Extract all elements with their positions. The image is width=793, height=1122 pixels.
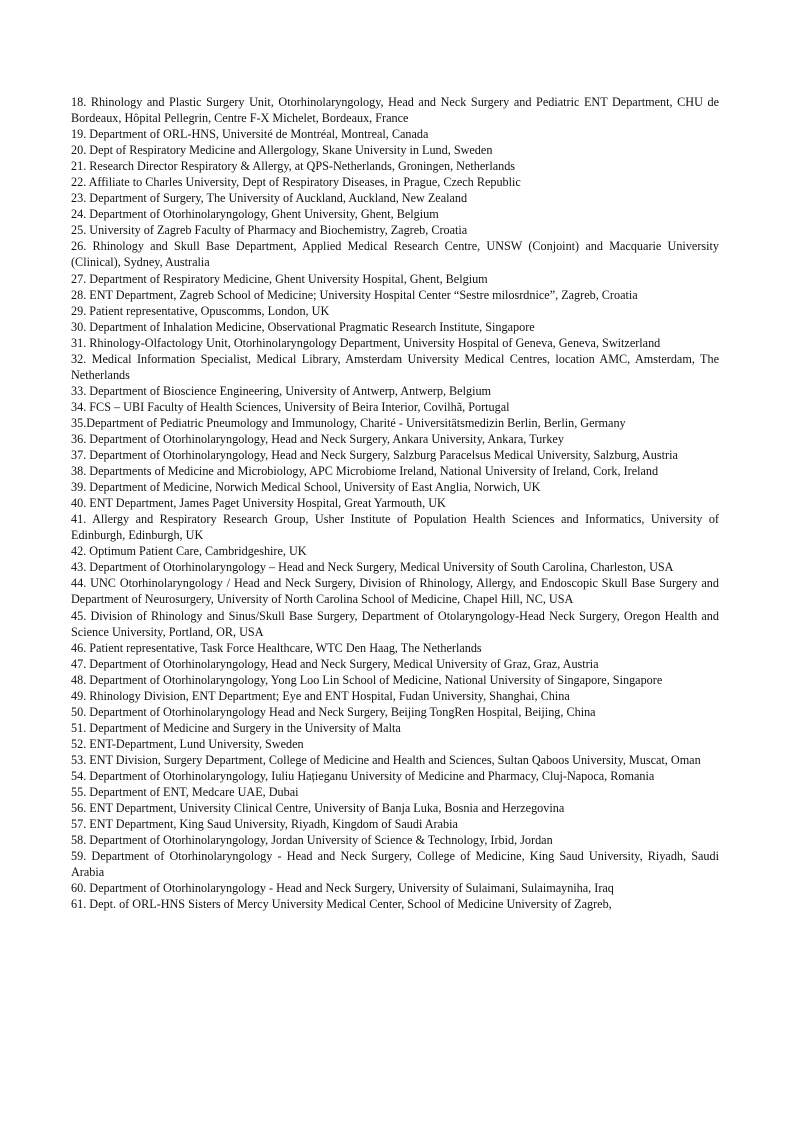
affiliation-26: 26. Rhinology and Skull Base Department, Applied Medical Research Centre, UNSW (Conjoint) and Macquarie University (Clinical), Sydney, Australia: [71, 239, 719, 270]
affiliation-30: 30. Department of Inhalation Medicine, Observational Pragmatic Research Institute, Singapore: [71, 319, 535, 334]
affiliation-18: 18. Rhinology and Plastic Surgery Unit, Otorhinolaryngology, Head and Neck Surgery and Pediatric ENT Department, CHU de Bordeaux, Hôpital Pellegrin, Centre F-X Michelet, Bordeaux, France: [71, 95, 719, 126]
affiliation-27: 27. Department of Respiratory Medicine, Ghent University Hospital, Ghent, Belgium: [71, 271, 488, 286]
affiliation-45: 45. Division of Rhinology and Sinus/Skull Base Surgery, Department of Otolaryngology-Head Neck Surgery, Oregon Health and Science University, Portland, OR, USA: [71, 608, 719, 639]
affiliation-31: 31. Rhinology-Olfactology Unit, Otorhinolaryngology Department, University Hospital of Geneva, Geneva, Switzerland: [71, 335, 661, 350]
affiliation-29: 29. Patient representative, Opuscomms, London, UK: [71, 303, 330, 318]
affiliation-44: 44. UNC Otorhinolaryngology / Head and Neck Surgery, Division of Rhinology, Allergy, and Endoscopic Skull Base Surgery and Department of Neurosurgery, University of North Carolina School of Medicine, Chapel Hill, NC, USA: [71, 576, 719, 607]
affiliation-21: 21. Research Director Respiratory & Allergy, at QPS-Netherlands, Groningen, Netherlands: [71, 159, 516, 174]
affiliation-58: 58. Department of Otorhinolaryngology, Jordan University of Science & Technology, Irbid, Jordan: [71, 833, 553, 848]
affiliation-56: 56. ENT Department, University Clinical Centre, University of Banja Luka, Bosnia and Herzegovina: [71, 801, 565, 816]
affiliation-55: 55. Department of ENT, Medcare UAE, Dubai: [71, 785, 299, 800]
affiliation-54: 54. Department of Otorhinolaryngology, Iuliu Hațieganu University of Medicine and Pharmacy, Cluj-Napoca, Romania: [71, 768, 655, 783]
affiliation-24: 24. Department of Otorhinolaryngology, Ghent University, Ghent, Belgium: [71, 207, 439, 222]
affiliation-49: 49. Rhinology Division, ENT Department; Eye and ENT Hospital, Fudan University, Shanghai, China: [71, 688, 570, 703]
affiliation-41: 41. Allergy and Respiratory Research Group, Usher Institute of Population Health Sciences and Informatics, University of Edinburgh, Edinburgh, UK: [71, 512, 719, 543]
affiliation-53: 53. ENT Division, Surgery Department, College of Medicine and Health and Sciences, Sultan Qaboos University, Muscat, Oman: [71, 752, 701, 767]
affiliation-28: 28. ENT Department, Zagreb School of Medicine; University Hospital Center “Sestre milosrdnice”, Zagreb, Croatia: [71, 287, 638, 302]
affiliation-60: 60. Department of Otorhinolaryngology - Head and Neck Surgery, University of Sulaimani, Sulaimayniha, Iraq: [71, 881, 614, 896]
affiliation-48: 48. Department of Otorhinolaryngology, Yong Loo Lin School of Medicine, National University of Singapore, Singapore: [71, 672, 663, 687]
affiliation-39: 39. Department of Medicine, Norwich Medical School, University of East Anglia, Norwich, UK: [71, 480, 541, 495]
affiliation-38: 38. Departments of Medicine and Microbiology, APC Microbiome Ireland, National University of Ireland, Cork, Ireland: [71, 464, 659, 479]
affiliation-22: 22. Affiliate to Charles University, Dept of Respiratory Diseases, in Prague, Czech Republic: [71, 175, 521, 190]
affiliation-50: 50. Department of Otorhinolaryngology Head and Neck Surgery, Beijing TongRen Hospital, Beijing, China: [71, 704, 596, 719]
affiliation-47: 47. Department of Otorhinolaryngology, Head and Neck Surgery, Medical University of Graz, Graz, Austria: [71, 656, 599, 671]
affiliation-57: 57. ENT Department, King Saud University, Riyadh, Kingdom of Saudi Arabia: [71, 817, 458, 832]
affiliation-42: 42. Optimum Patient Care, Cambridgeshire, UK: [71, 544, 307, 559]
affiliation-35: 35.Department of Pediatric Pneumology and Immunology, Charité - Universitätsmedizin Berlin, Berlin, Germany: [71, 415, 626, 430]
affiliation-59: 59. Department of Otorhinolaryngology - Head and Neck Surgery, College of Medicine, King Saud University, Riyadh, Saudi Arabia: [71, 849, 719, 880]
affiliation-list: [71, 94, 719, 912]
affiliation-34: 34. FCS – UBI Faculty of Health Sciences, University of Beira Interior, Covilhã, Portugal: [71, 399, 510, 414]
affiliation-36: 36. Department of Otorhinolaryngology, Head and Neck Surgery, Ankara University, Ankara, Turkey: [71, 431, 564, 446]
affiliation-32: 32. Medical Information Specialist, Medical Library, Amsterdam University Medical Centres, location AMC, Amsterdam, The Netherlands: [71, 351, 719, 382]
affiliation-52: 52. ENT-Department, Lund University, Sweden: [71, 736, 304, 751]
affiliation-46: 46. Patient representative, Task Force Healthcare, WTC Den Haag, The Netherlands: [71, 640, 482, 655]
affiliation-51: 51. Department of Medicine and Surgery in the University of Malta: [71, 720, 401, 735]
affiliation-25: 25. University of Zagreb Faculty of Pharmacy and Biochemistry, Zagreb, Croatia: [71, 223, 468, 238]
affiliation-19: 19. Department of ORL-HNS, Université de Montréal, Montreal, Canada: [71, 127, 429, 142]
affiliation-23: 23. Department of Surgery, The University of Auckland, Auckland, New Zealand: [71, 191, 468, 206]
affiliation-37: 37. Department of Otorhinolaryngology, Head and Neck Surgery, Salzburg Paracelsus Medical University, Salzburg, Austria: [71, 448, 678, 463]
affiliation-40: 40. ENT Department, James Paget University Hospital, Great Yarmouth, UK: [71, 496, 446, 511]
affiliation-43: 43. Department of Otorhinolaryngology – Head and Neck Surgery, Medical University of South Carolina, Charleston, USA: [71, 560, 674, 575]
affiliation-61: 61. Dept. of ORL-HNS Sisters of Mercy University Medical Center, School of Medicine University of Zagreb,: [71, 897, 612, 912]
affiliation-33: 33. Department of Bioscience Engineering, University of Antwerp, Antwerp, Belgium: [71, 383, 492, 398]
affiliation-20: 20. Dept of Respiratory Medicine and Allergology, Skane University in Lund, Sweden: [71, 143, 493, 158]
